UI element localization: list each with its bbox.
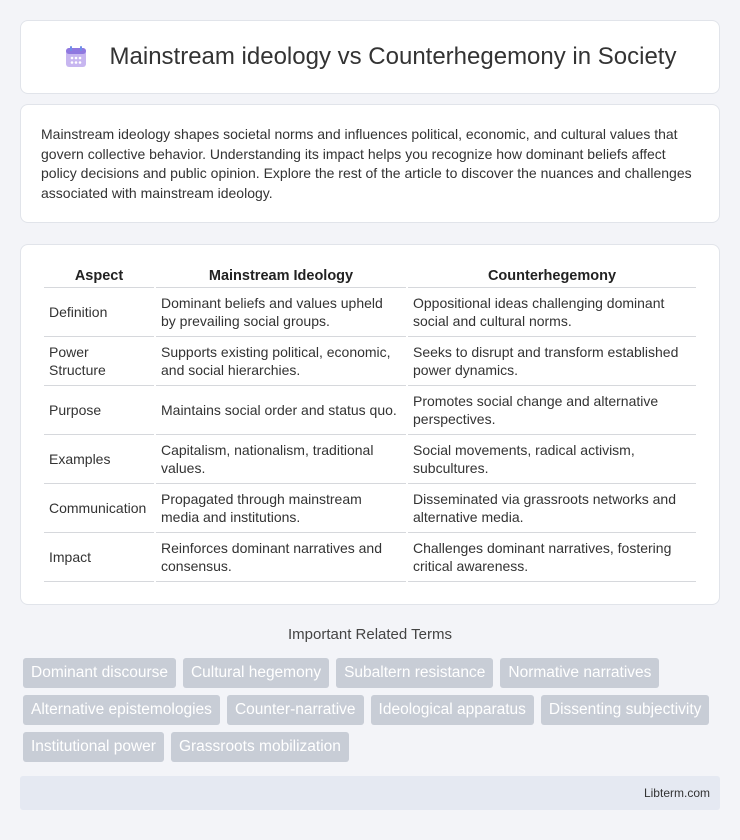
term-tag[interactable]: Subaltern resistance <box>336 658 493 688</box>
page-title: Mainstream ideology vs Counterhegemony in Society <box>109 43 677 70</box>
column-header-counterhegemony: Counterhegemony <box>408 265 696 288</box>
calendar-icon <box>64 45 88 69</box>
term-tag[interactable]: Cultural hegemony <box>183 658 329 688</box>
term-tag[interactable]: Alternative epistemologies <box>23 695 220 725</box>
table-cell: Reinforces dominant narratives and consensus. <box>156 533 406 582</box>
column-header-mainstream: Mainstream Ideology <box>156 265 406 288</box>
table-row <box>44 386 696 435</box>
comparison-card <box>20 244 720 605</box>
table-cell: Promotes social change and alternative perspectives. <box>408 386 696 435</box>
term-tag[interactable]: Institutional power <box>23 732 164 762</box>
table-cell: Examples <box>44 435 154 484</box>
table-row <box>44 288 696 337</box>
term-tag[interactable]: Normative narratives <box>500 658 659 688</box>
related-terms-title: Important Related Terms <box>288 626 452 643</box>
table-row <box>44 484 696 533</box>
term-tag[interactable]: Counter-narrative <box>227 695 364 725</box>
table-cell: Purpose <box>44 386 154 435</box>
table-cell: Social movements, radical activism, subcultures. <box>408 435 696 484</box>
table-row <box>44 435 696 484</box>
table-header-row <box>44 265 696 288</box>
table-cell: Supports existing political, economic, and social hierarchies. <box>156 337 406 386</box>
table-row <box>44 533 696 582</box>
header-card <box>20 20 720 94</box>
intro-card <box>20 104 720 223</box>
table-cell: Power Structure <box>44 337 154 386</box>
footer-site-link[interactable]: Libterm.com <box>643 786 710 800</box>
term-tag[interactable]: Grassroots mobilization <box>171 732 349 762</box>
table-cell: Communication <box>44 484 154 533</box>
table-cell: Impact <box>44 533 154 582</box>
term-tag[interactable]: Dissenting subjectivity <box>541 695 709 725</box>
table-row <box>44 337 696 386</box>
table-cell: Maintains social order and status quo. <box>156 386 406 435</box>
term-tag[interactable]: Ideological apparatus <box>371 695 534 725</box>
column-header-aspect: Aspect <box>44 265 154 288</box>
footer <box>20 776 720 810</box>
table-cell: Capitalism, nationalism, traditional values. <box>156 435 406 484</box>
table-cell: Definition <box>44 288 154 337</box>
table-cell: Propagated through mainstream media and institutions. <box>156 484 406 533</box>
table-cell: Dominant beliefs and values upheld by prevailing social groups. <box>156 288 406 337</box>
related-terms-list <box>23 658 723 762</box>
table-cell: Seeks to disrupt and transform established power dynamics. <box>408 337 696 386</box>
table-cell: Oppositional ideas challenging dominant social and cultural norms. <box>408 288 696 337</box>
comparison-table <box>42 265 698 582</box>
table-cell: Challenges dominant narratives, fostering critical awareness. <box>408 533 696 582</box>
table-cell: Disseminated via grassroots networks and alternative media. <box>408 484 696 533</box>
term-tag[interactable]: Dominant discourse <box>23 658 176 688</box>
intro-paragraph: Mainstream ideology shapes societal norms and influences political, economic, and cultural values that govern collective behavior. Understanding its impact helps you recognize how dominant beliefs affect policy decisions and public opinion. Explore the rest of the article to discover the nuances and challenges associated with mainstream ideology. <box>41 126 692 201</box>
